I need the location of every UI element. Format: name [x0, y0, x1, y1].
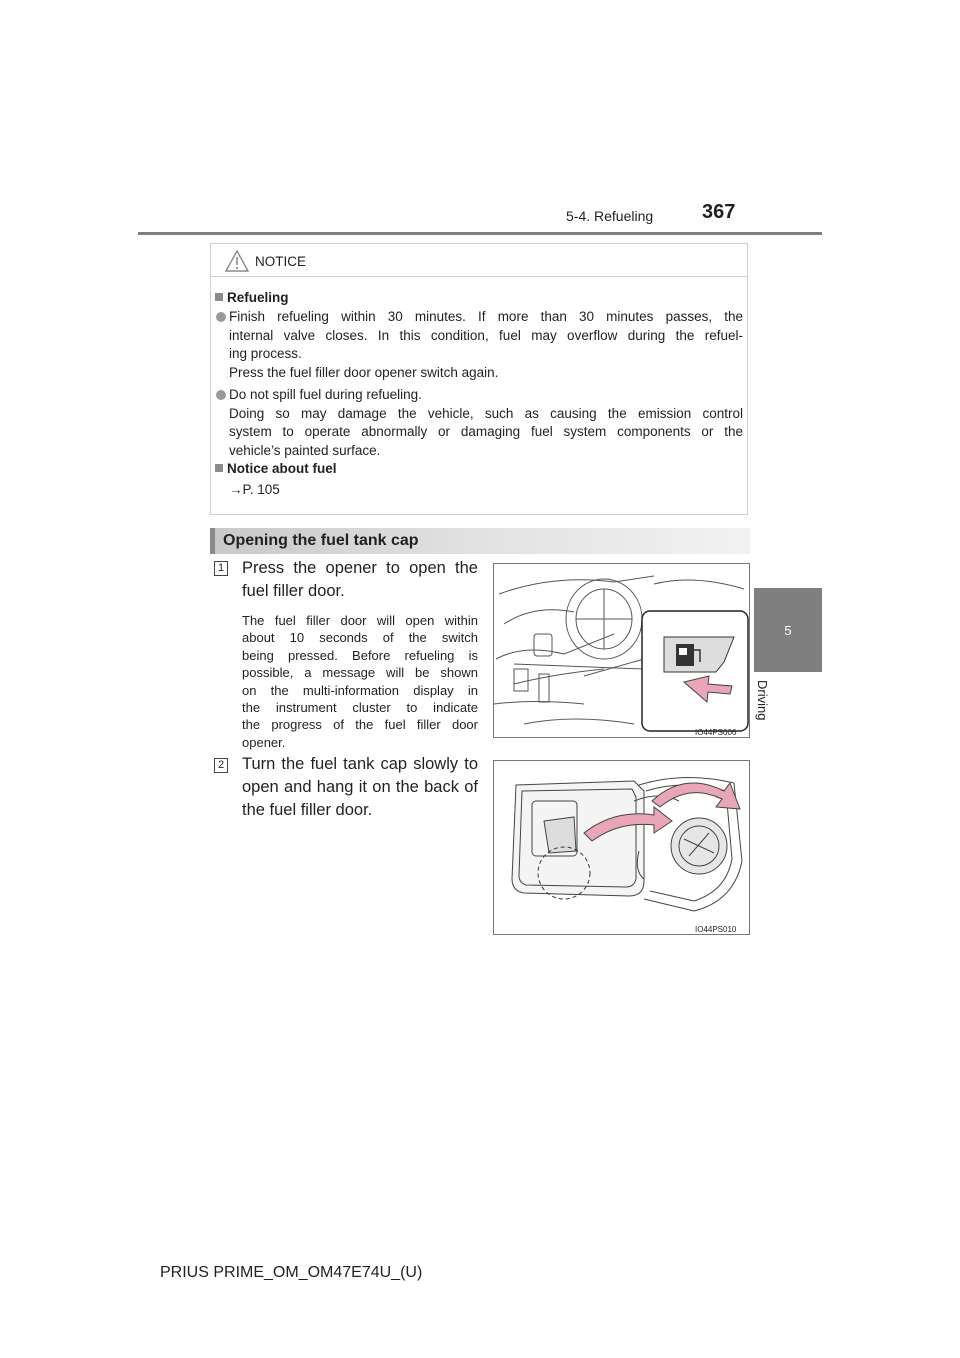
warning-triangle-icon: [225, 250, 249, 272]
bullet-dot-icon: [216, 312, 226, 322]
section-title-bar: [210, 528, 750, 554]
document-footer: PRIUS PRIME_OM_OM47E74U_(U): [160, 1264, 423, 1281]
notice-heading-fuel: Notice about fuel: [215, 461, 337, 476]
bullet-dot-icon: [216, 390, 226, 400]
section-bar-accent: [210, 528, 215, 554]
dashboard-illustration: [494, 564, 750, 738]
running-header-section: 5-4. Refueling: [566, 208, 654, 224]
step-1-title: Press the opener to open the fuel filler door.: [242, 559, 478, 600]
illustration-code: IO44PS006: [695, 728, 737, 737]
notice-heading-refueling: Refueling: [215, 290, 289, 305]
illustration-code: IO44PS010: [695, 925, 737, 934]
notice-title: NOTICE: [255, 254, 307, 269]
notice-bullet-1: Finish refueling within 30 minutes. If more than 30 minutes passes, the internal valve closes. In this condition, fuel may overflow during the refuel- ing process. Press the fuel filler door opener switch again.: [229, 309, 743, 380]
step-number-2: 2: [214, 758, 228, 773]
chapter-title-text: Driving: [755, 680, 770, 721]
notice-header: [211, 244, 747, 277]
step-1-description: The fuel filler door will open within about 10 seconds of the switch being pressed. Before refueling is possible, a message will be shown on the multi-information display in the instrument cluster to indicate the progress of the fuel filler door opener.: [242, 613, 478, 750]
square-bullet-icon: [215, 464, 223, 472]
chapter-number: 5: [784, 623, 792, 638]
chapter-title: [755, 680, 790, 740]
header-rule: [138, 232, 822, 235]
notice-bullet-2: Do not spill fuel during refueling. Doing so may damage the vehicle, such as causing the emission control system to operate abnormally or damaging fuel system components or the vehicle’s painted surface.: [229, 387, 743, 458]
page-number: 367: [702, 201, 736, 223]
square-bullet-icon: [215, 293, 223, 301]
illustration-fuel-tank-cap: [493, 760, 750, 935]
step-number-1: 1: [214, 561, 228, 576]
notice-box: [210, 243, 748, 515]
step-2-title: Turn the fuel tank cap slowly to open and hang it on the back of the fuel filler door.: [242, 755, 478, 819]
section-title: Opening the fuel tank cap: [223, 532, 419, 549]
notice-fuel-reference[interactable]: →P. 105: [229, 482, 280, 497]
fuel-cap-illustration: [494, 761, 750, 935]
illustration-fuel-door-opener: [493, 563, 750, 738]
